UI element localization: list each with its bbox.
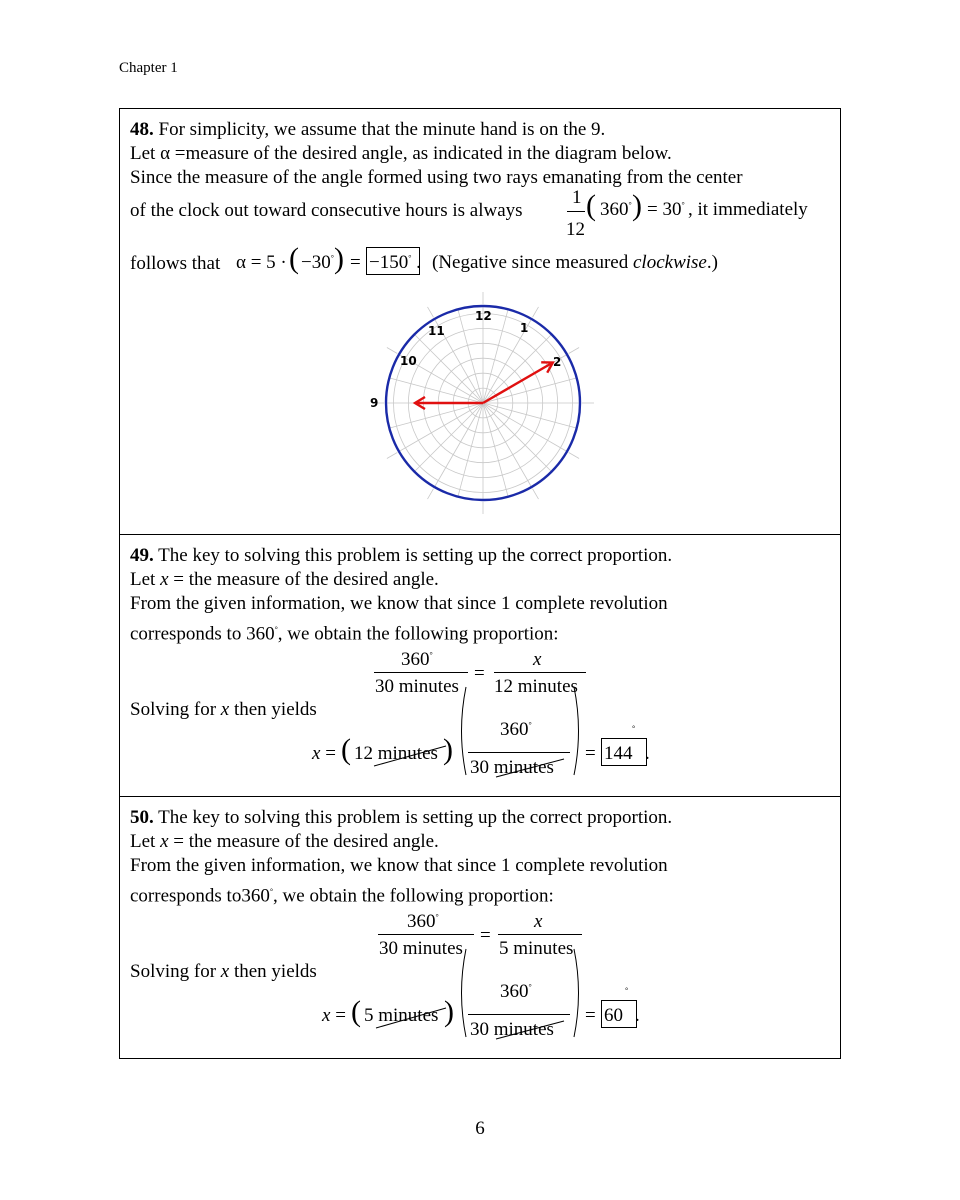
grid-spoke [414,403,483,472]
prop-bar-right [494,672,586,673]
p48-line-4: of the clock out toward consecutive hours is always [130,200,523,221]
solution-equals: = [585,1005,596,1026]
solution-factor: 12 minutes [354,743,438,764]
grid-spoke [399,403,483,452]
outer-tick [387,348,397,354]
prop-bar-right [498,934,582,935]
answer-value: 144 [604,743,633,764]
p49-line-2: Let x = the measure of the desired angle. [130,569,439,590]
outer-tick [569,453,579,459]
grid-spoke [389,378,483,403]
p48-line-1: 48. For simplicity, we assume that the minute hand is on the 9. [130,119,606,140]
problem-number: 49. [130,545,154,566]
outer-tick [387,453,397,459]
prop-bar-left [374,672,468,673]
grid-spoke [389,403,483,428]
alpha-expression: α = 5 · [236,252,287,273]
p49-line-3: From the given information, we know that since 1 complete revolution [130,593,668,614]
prop-denominator-left: 30 minutes [379,938,463,959]
big-paren-right [572,685,584,777]
clock-number-11: 11 [428,324,445,338]
p48-line-3: Since the measure of the angle formed using two rays emanating from the center [130,167,743,188]
page-number: 6 [475,1118,485,1139]
prop-numerator-right: x [534,911,543,932]
close-paren: ) [334,242,344,275]
p49-line-4: corresponds to 360°, we obtain the following proportion: [130,623,559,645]
p48-note: (Negative since measured clockwise.) [432,252,718,273]
p50-line-1: 50. The key to solving this problem is setting up the correct proportion. [130,807,673,828]
chapter-header: Chapter 1 [119,60,178,76]
solution-numerator: 360° [500,981,532,1002]
outer-tick [533,307,539,317]
problem-number: 50. [130,807,154,828]
open-paren: ( [586,189,596,222]
p49-line-1: 49. The key to solving this problem is setting up the correct proportion. [130,545,673,566]
degree-mark: ° [625,986,629,995]
solution-equals: = [585,743,596,764]
grid-spoke [483,403,567,452]
p50-line-5: Solving for x then yields [130,961,317,982]
clockwise-word: clockwise [633,252,707,273]
outer-tick [428,307,434,317]
outer-tick [533,489,539,499]
p48-line-2: Let α =measure of the desired angle, as indicated in the diagram below. [130,143,672,164]
p48-line-4-tail: , it immediately [688,199,808,220]
cancel-stroke [372,1002,452,1032]
prop-denominator-right: 5 minutes [499,938,574,959]
grid-spoke [435,403,484,487]
prop-equals: = [480,925,491,946]
clock-number-9: 9 [370,396,379,410]
clock-diagram [370,295,590,515]
prop-denominator-right: 12 minutes [494,676,578,697]
solutions-table [119,108,841,1059]
open-paren: ( [341,733,351,766]
grid-spoke [458,403,483,497]
fraction-bar [567,211,585,212]
problem-number: 48. [130,119,154,140]
degree-mark: ° [632,724,636,733]
prop-equals: = [474,663,485,684]
big-paren-left [456,685,468,777]
p50-line-4: corresponds to360°, we obtain the following proportion: [130,885,554,907]
solution-denominator: 30 minutes [470,1019,554,1040]
fraction-numerator: 1 [572,187,582,208]
solution-lhs: x = [312,743,336,764]
grid-spoke [414,334,483,403]
grid-spoke [458,309,483,403]
period: . [635,1005,640,1026]
prop-bar-left [378,934,474,935]
problem-49-cell [120,535,840,797]
open-paren: ( [289,242,299,275]
solution-bar [468,1014,570,1015]
cancel-stroke [492,1017,572,1043]
solution-lhs: x = [322,1005,346,1026]
clock-number-12: 12 [475,309,492,323]
close-paren: ) [632,189,642,222]
clock-number-1: 1 [520,321,529,335]
cancel-stroke [492,755,572,781]
fraction-denominator: 12 [566,219,585,240]
grid-spoke [483,403,552,472]
solution-factor: 5 minutes [364,1005,439,1026]
big-paren-right [572,947,584,1039]
cancel-stroke [370,740,450,770]
equals-sign: = [350,252,361,273]
prop-numerator-left: 360° [401,649,433,670]
close-paren: ) [443,733,453,766]
period: . [645,743,650,764]
solution-denominator: 30 minutes [470,757,554,778]
solution-bar [468,752,570,753]
big-paren-left [456,947,468,1039]
clock-number-2: 2 [553,355,562,369]
prop-numerator-left: 360° [407,911,439,932]
value-360: 360° [600,199,632,220]
open-paren: ( [351,995,361,1028]
p50-line-3: From the given information, we know that since 1 complete revolution [130,855,668,876]
p48-line-5: follows that [130,253,221,274]
clock-number-10: 10 [400,354,417,368]
prop-denominator-left: 30 minutes [375,676,459,697]
problem-50-cell [120,797,840,1058]
prop-numerator-right: x [533,649,542,670]
grid-spoke [483,403,508,497]
answer-value: 60 [604,1005,623,1026]
grid-spoke [483,403,577,428]
grid-spoke [483,403,532,487]
outer-tick [428,489,434,499]
value-30: = 30° [647,199,685,220]
grid-spoke [483,309,508,403]
p49-line-5: Solving for x then yields [130,699,317,720]
p50-line-2: Let x = the measure of the desired angle. [130,831,439,852]
close-paren: ) [444,995,454,1028]
alpha-symbol: α [160,143,171,164]
problem-48-cell [120,109,840,535]
outer-tick [569,348,579,354]
answer-value: −150° . [369,252,421,273]
solution-numerator: 360° [500,719,532,740]
value-neg30: −30° [301,252,334,273]
grid-spoke [483,378,577,403]
